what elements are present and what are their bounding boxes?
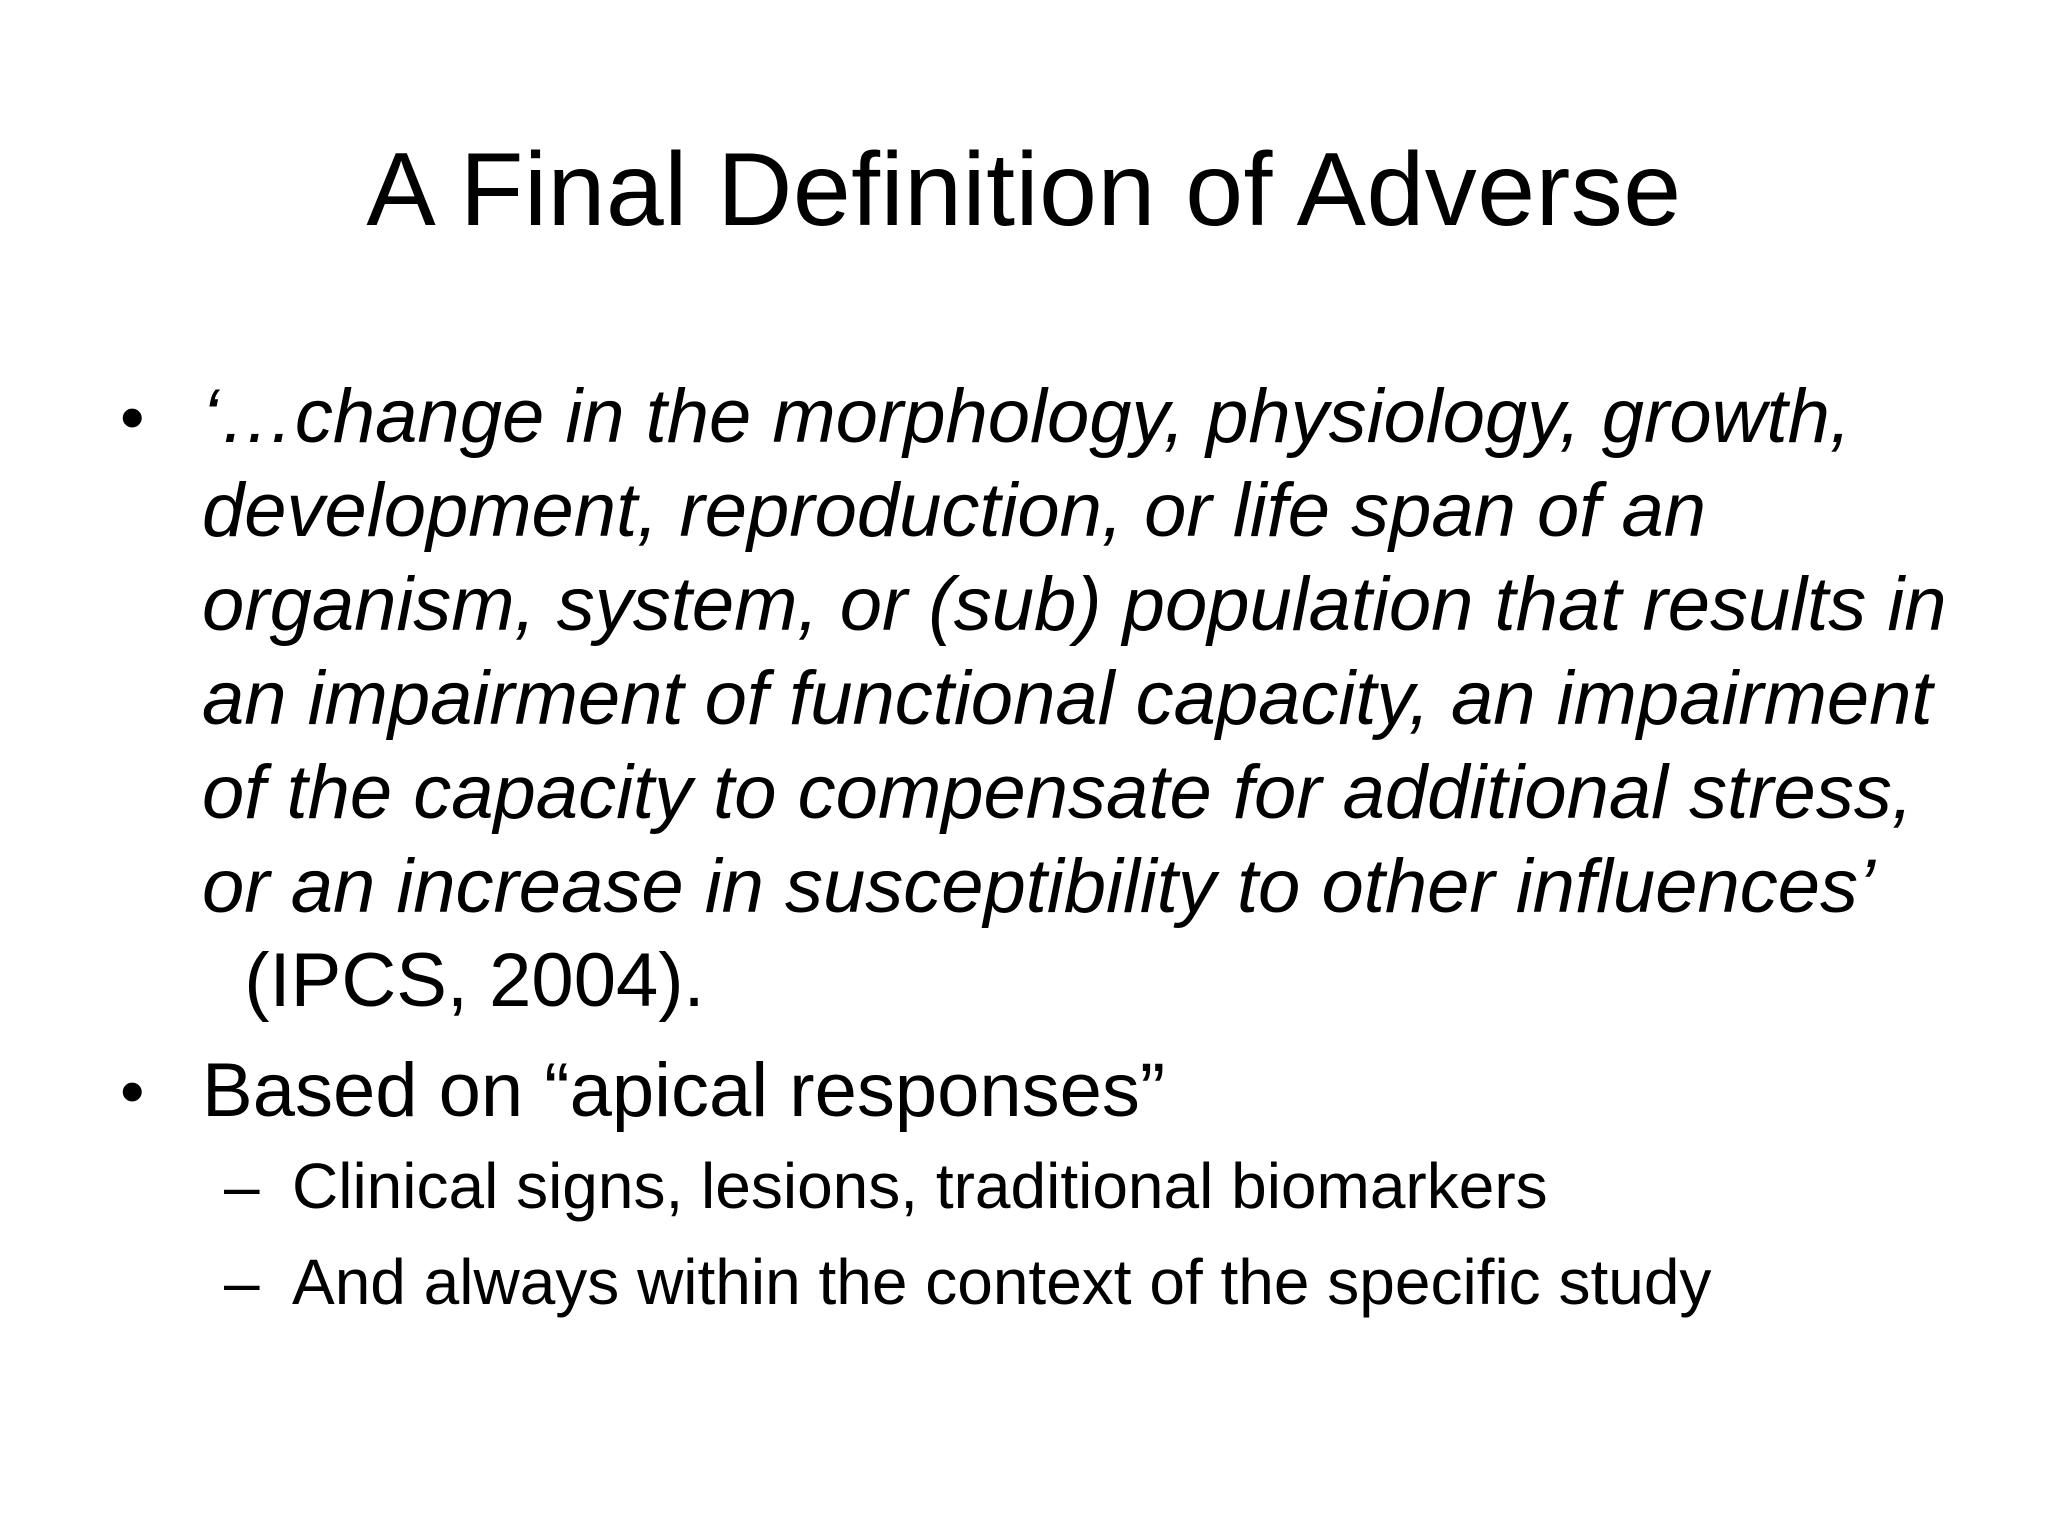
bullet-item-apical [120,1044,1980,1138]
definition-quote: ‘…change in the morphology, physiology, growth, development, reproduction, or life span of an organism, system, or (sub) population that results in an impairment of functional capacity, an impairment of the capacity to compensate for additional stress, or an increase in susceptibility to other influences’ [202,374,1947,929]
bullet-marker: • [120,1052,145,1130]
subitem-text: Clinical signs, lesions, traditional biomarkers [292,1150,1548,1222]
dash-marker: – [224,1246,260,1318]
citation: (IPCS, 2004). [202,938,705,1023]
bullet-marker: • [120,378,145,456]
slide-title: A Final Definition of Adverse [366,132,1682,248]
dash-marker: – [224,1150,260,1222]
slide-body [120,370,1980,1330]
subitem-text: And always within the context of the specific study [292,1246,1712,1318]
subitem-context [120,1234,1980,1330]
subitem-clinical-signs [120,1138,1980,1234]
bullet-text: Based on “apical responses” [202,1048,1166,1133]
bullet-item-definition [120,370,1980,1028]
